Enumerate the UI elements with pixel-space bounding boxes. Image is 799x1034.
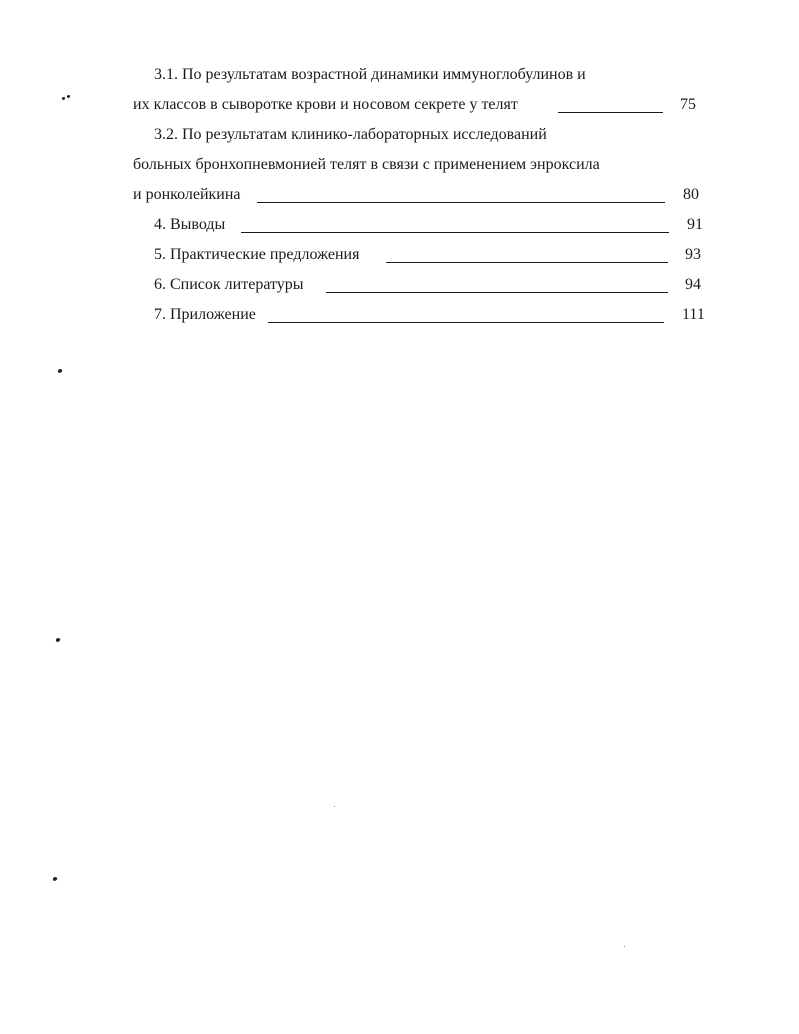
toc-leader-6 [326,292,668,293]
scan-speck [52,876,57,881]
toc-entry-5-title: 5. Практические предложения [154,246,360,263]
scan-speck [67,95,71,99]
toc-page-4: 91 [687,216,703,233]
toc-entry-3-2-line1: 3.2. По результатам клинико-лабораторных исследований [154,126,547,143]
toc-entry-3-1-line2: их классов в сыворотке крови и носовом секрете у телят [133,96,518,113]
scan-dot [334,806,335,807]
toc-entry-7-title: 7. Приложение [154,306,256,323]
toc-page-3-1: 75 [680,96,696,113]
toc-leader-4 [241,232,669,233]
toc-page-6: 94 [685,276,701,293]
toc-page-5: 93 [685,246,701,263]
toc-entry-3-1-line1: 3.1. По результатам возрастной динамики иммуноглобулинов и [154,66,586,83]
toc-leader-3-1 [558,112,663,113]
toc-page-7: 111 [682,306,705,323]
toc-entry-3-2-line2: больных бронхопневмонией телят в связи с применением энроксила [133,156,600,173]
scan-dot [624,946,625,947]
toc-leader-3-2 [257,202,665,203]
toc-page-3-2: 80 [683,186,699,203]
scan-speck [57,368,62,373]
toc-entry-3-2-line3: и ронколейкина [133,186,241,203]
toc-entry-6-title: 6. Список литературы [154,276,304,293]
scan-speck [55,637,60,642]
scan-speck [62,97,66,101]
toc-leader-5 [386,262,668,263]
toc-entry-4-title: 4. Выводы [154,216,226,233]
toc-leader-7 [268,322,664,323]
